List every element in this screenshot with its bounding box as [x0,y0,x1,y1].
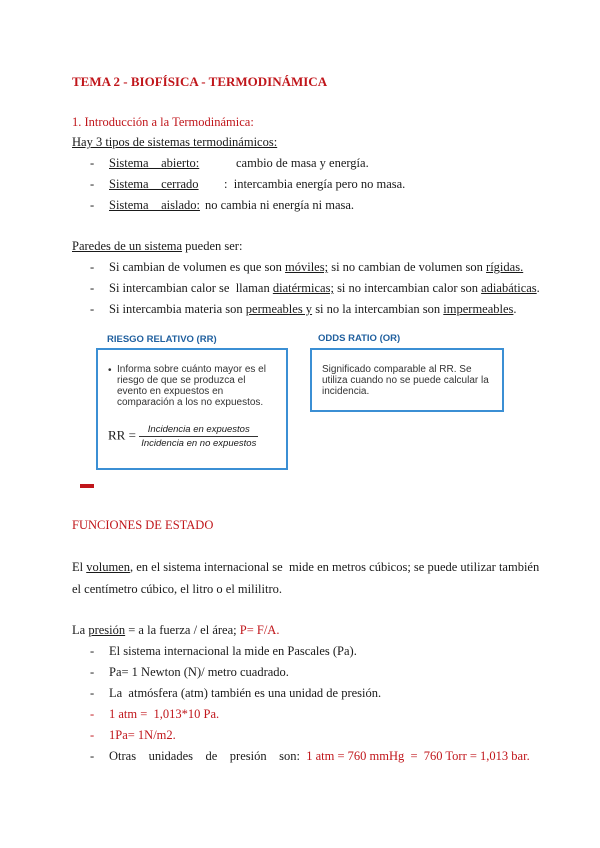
pressure-item: El sistema internacional la mide en Pascales (Pa). [109,644,357,658]
list-dash: - [90,260,95,274]
volume-line-1: El volumen, en el sistema internacional se mide en metros cúbicos; se puede utilizar también [72,560,540,574]
state-heading: FUNCIONES DE ESTADO [72,518,214,532]
pressure-item: La atmósfera (atm) también es una unidad de presión. [109,686,382,700]
walls-lead: Paredes de un sistema pueden ser: [72,239,243,253]
list-dash: - [90,302,95,316]
list-dash: - [90,707,95,721]
walls-item-matter: Si intercambia materia son permeables y si no la intercambian son impermeables. [109,302,517,316]
list-dash: - [90,644,95,658]
list-dash: - [90,749,95,763]
or-description: Significado comparable al RR. Se utiliza cuando no se puede calcular la incidencia. [322,364,489,397]
volume-line-2: el centímetro cúbico, el litro o el mililitro. [72,582,283,596]
rr-bullet: • [108,365,112,376]
list-dash: - [90,198,95,212]
system-open-term: Sistema abierto: [109,156,200,170]
list-dash: - [90,665,95,679]
walls-item-volume: Si cambian de volumen es que son móviles; si no cambian de volumen son rígidas. [109,260,524,274]
systems-subheading: Hay 3 tipos de sistemas termodinámicos: [72,135,278,149]
page-title: TEMA 2 - BIOFÍSICA - TERMODINÁMICA [72,74,328,89]
list-dash: - [90,177,95,191]
pressure-item: 1Pa= 1N/m2. [109,728,176,742]
system-open-desc: cambio de masa y energía. [236,156,369,170]
system-isolated-desc: no cambia ni energía ni masa. [205,198,355,212]
walls-item-heat: Si intercambian calor se llaman diatérmicas; si no intercambian calor son adiabáticas. [109,281,540,295]
red-marker [80,484,94,488]
list-dash: - [90,686,95,700]
system-closed-desc: : intercambia energía pero no masa. [224,177,406,191]
intro-heading: 1. Introducción a la Termodinámica: [72,115,254,129]
other-units-line: Otras unidades de presión son: 1 atm = 760 mmHg = 760 Torr = 1,013 bar. [109,749,530,763]
pressure-line: La presión = a la fuerza / el área; P= F/A. [72,623,280,637]
list-dash: - [90,156,95,170]
system-closed-term: Sistema cerrado [109,177,199,191]
system-isolated-term: Sistema aislado: [109,198,200,212]
rr-title: RIESGO RELATIVO (RR) [107,334,217,345]
list-dash: - [90,281,95,295]
rr-description: Informa sobre cuánto mayor es el riesgo de que se produzca el evento en expuestos en comparación a los no expuestos. [117,364,266,408]
pressure-item: Pa= 1 Newton (N)/ metro cuadrado. [109,665,289,679]
pressure-item: 1 atm = 1,013*10 Pa. [109,707,220,721]
list-dash: - [90,728,95,742]
rr-formula: RR = $\frac{\text{Incidencia en expuestos}}{\text{Incidencia en no expuestos}}$ [108,424,257,449]
or-title: ODDS RATIO (OR) [318,333,401,344]
